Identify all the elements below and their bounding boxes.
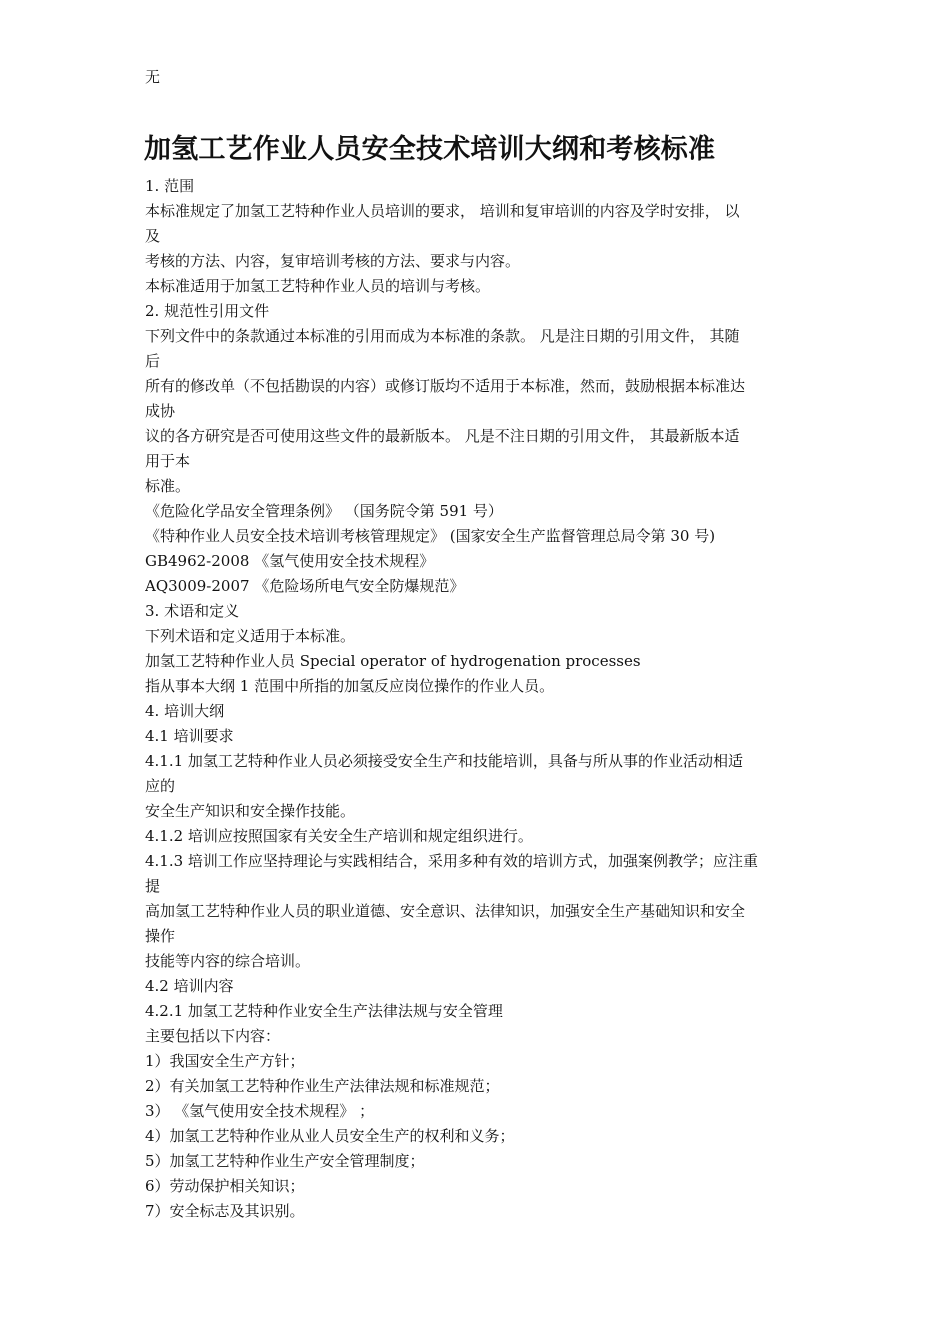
section-heading-training-outline: 4. 培训大纲 (145, 702, 225, 720)
subsection-heading: 4.2.1 加氢工艺特种作业安全生产法律法规与安全管理 (145, 1002, 503, 1020)
list-item: 7）安全标志及其识别。 (145, 1202, 305, 1220)
list-item: 5）加氢工艺特种作业生产安全管理制度； (145, 1152, 425, 1170)
list-item: 2）有关加氢工艺特种作业生产法律法规和标准规范； (145, 1077, 500, 1095)
body-line: 4.1.1 加氢工艺特种作业人员必须接受安全生产和技能培训，具备与所从事的作业活动相适 (145, 752, 743, 770)
list-item: 6）劳动保护相关知识； (145, 1177, 305, 1195)
section-heading-terms: 3. 术语和定义 (145, 602, 240, 620)
body-line: 提 (145, 877, 161, 895)
reference-item: 《特种作业人员安全技术培训考核管理规定》 (国家安全生产监督管理总局令第 30 号) (145, 527, 716, 545)
body-line: 指从事本大纲 1 范围中所指的加氢反应岗位操作的作业人员。 (145, 677, 555, 695)
reference-item: 《危险化学品安全管理条例》 （国务院令第 591 号） (145, 502, 503, 520)
reference-item: GB4962-2008 《氢气使用安全技术规程》 (145, 552, 435, 570)
body-line: 主要包括以下内容： (145, 1027, 281, 1045)
section-heading-scope: 1. 范围 (145, 177, 195, 195)
body-line: 本标准规定了加氢工艺特种作业人员培训的要求， 培训和复审培训的内容及学时安排， 以 (145, 202, 740, 220)
header-mark: 无 (145, 68, 161, 86)
page-title: 加氢工艺作业人员安全技术培训大纲和考核标准 (144, 134, 716, 165)
body-line: 标准。 (145, 477, 191, 495)
body-line: 本标准适用于加氢工艺特种作业人员的培训与考核。 (145, 277, 491, 295)
body-line: 成协 (145, 402, 176, 420)
body-line: 安全生产知识和安全操作技能。 (145, 802, 356, 820)
list-item: 4）加氢工艺特种作业从业人员安全生产的权利和义务； (145, 1127, 515, 1145)
body-line: 议的各方研究是否可使用这些文件的最新版本。 凡是不注日期的引用文件， 其最新版本适 (145, 427, 740, 445)
body-line: 用于本 (145, 452, 191, 470)
body-line: 后 (145, 352, 161, 370)
term-line: 加氢工艺特种作业人员 Special operator of hydrogenation processes (145, 652, 641, 670)
body-line: 下列文件中的条款通过本标准的引用而成为本标准的条款。 凡是注日期的引用文件， 其随 (145, 327, 740, 345)
list-item: 3） 《氢气使用安全技术规程》 ； (145, 1102, 375, 1120)
reference-item: AQ3009-2007 《危险场所电气安全防爆规范》 (145, 577, 465, 595)
body-line: 考核的方法、内容，复审培训考核的方法、要求与内容。 (145, 252, 521, 270)
body-line: 技能等内容的综合培训。 (145, 952, 311, 970)
body-line: 高加氢工艺特种作业人员的职业道德、安全意识、法律知识，加强安全生产基础知识和安全 (145, 902, 746, 920)
body-line: 下列术语和定义适用于本标准。 (145, 627, 356, 645)
body-line: 及 (145, 227, 161, 245)
document-body (145, 174, 810, 1224)
subsection-heading: 4.1 培训要求 (145, 727, 234, 745)
body-line: 所有的修改单（不包括勘误的内容）或修订版均不适用于本标准，然而，鼓励根据本标准达 (145, 377, 746, 395)
body-line: 4.1.2 培训应按照国家有关安全生产培训和规定组织进行。 (145, 827, 533, 845)
section-heading-references: 2. 规范性引用文件 (145, 302, 270, 320)
list-item: 1）我国安全生产方针； (145, 1052, 305, 1070)
body-line: 4.1.3 培训工作应坚持理论与实践相结合，采用多种有效的培训方式，加强案例教学；应注重 (145, 852, 758, 870)
body-line: 应的 (145, 777, 176, 795)
body-line: 操作 (145, 927, 176, 945)
subsection-heading: 4.2 培训内容 (145, 977, 234, 995)
